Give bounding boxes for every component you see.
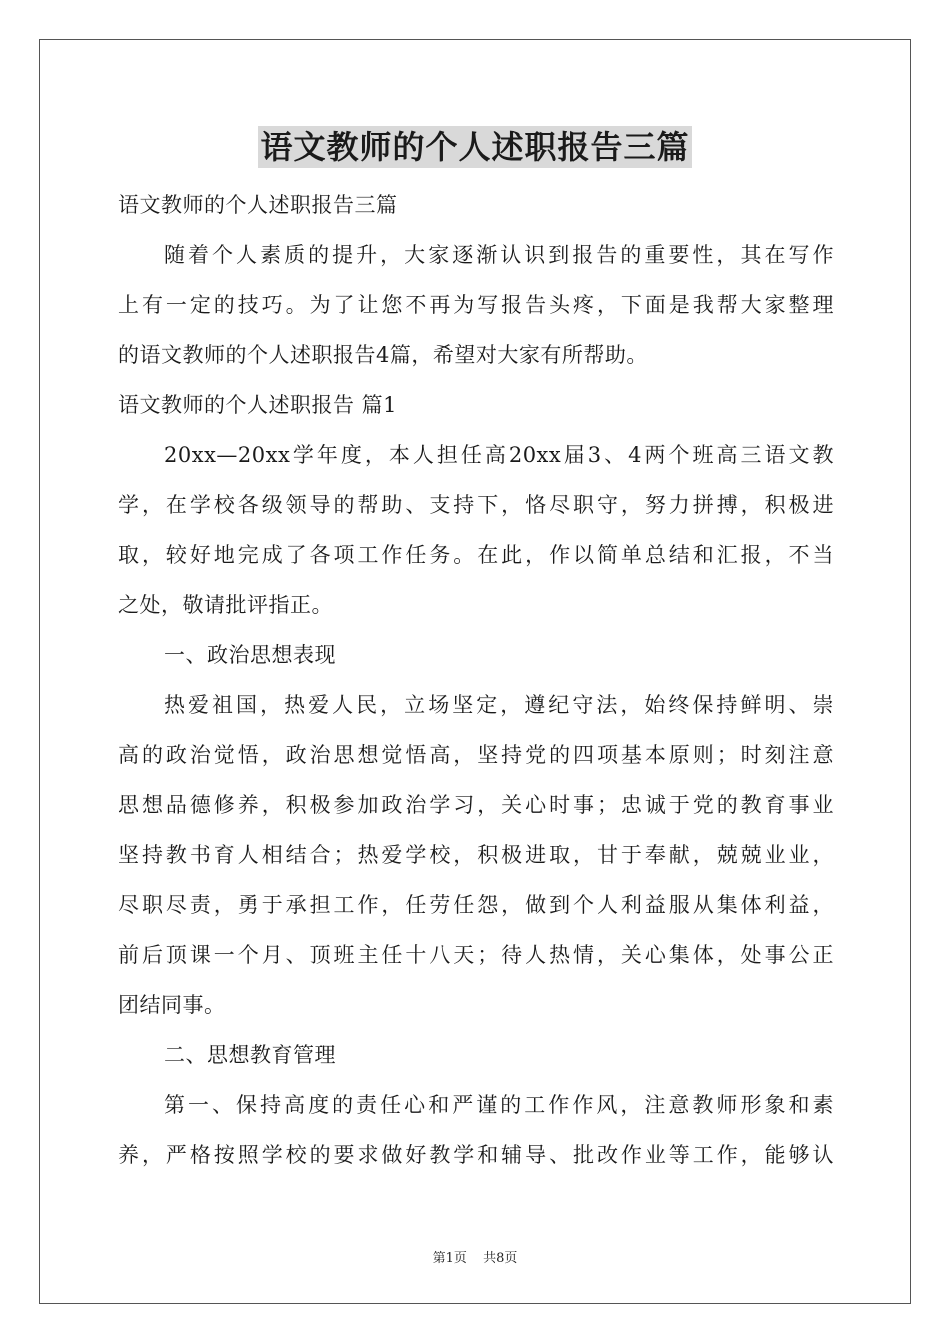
text-line: 思想品德修养，积极参加政治学习，关心时事；忠诚于党的教育事业 bbox=[118, 793, 834, 817]
document-body bbox=[118, 180, 834, 1180]
text-line: 前后顶课一个月、顶班主任十八天；待人热情，关心集体，处事公正 bbox=[118, 943, 834, 967]
text-line: 热爱祖国，热爱人民，立场坚定，遵纪守法，始终保持鲜明、崇 bbox=[164, 693, 834, 717]
text-line: 二、思想教育管理 bbox=[164, 1043, 336, 1067]
text-line: 语文教师的个人述职报告三篇 bbox=[118, 193, 398, 217]
text-line: 高的政治觉悟，政治思想觉悟高，坚持党的四项基本原则；时刻注意 bbox=[118, 743, 834, 767]
text-line: 坚持教书育人相结合；热爱学校，积极进取，甘于奉献，兢兢业业， bbox=[118, 843, 834, 867]
text-line: 学，在学校各级领导的帮助、支持下，恪尽职守，努力拼搏，积极进 bbox=[118, 493, 834, 517]
text-line: 20xx—20xx学年度，本人担任高20xx届3、4两个班高三语文教 bbox=[164, 443, 834, 467]
text-line: 一、政治思想表现 bbox=[164, 643, 336, 667]
text-line: 第一、保持高度的责任心和严谨的工作作风，注意教师形象和素 bbox=[164, 1093, 834, 1117]
title-container bbox=[0, 126, 950, 168]
text-line: 团结同事。 bbox=[118, 993, 226, 1017]
page-total: 共8页 bbox=[483, 1251, 518, 1266]
page-number: 第1页 bbox=[432, 1251, 467, 1266]
text-line: 上有一定的技巧。为了让您不再为写报告头疼，下面是我帮大家整理 bbox=[118, 293, 834, 317]
text-line: 的语文教师的个人述职报告4篇，希望对大家有所帮助。 bbox=[118, 343, 648, 367]
text-line: 取，较好地完成了各项工作任务。在此，作以简单总结和汇报，不当 bbox=[118, 543, 834, 567]
text-line: 养，严格按照学校的要求做好教学和辅导、批改作业等工作，能够认 bbox=[118, 1143, 834, 1167]
text-line: 随着个人素质的提升，大家逐渐认识到报告的重要性，其在写作 bbox=[164, 243, 834, 267]
text-line: 之处，敬请批评指正。 bbox=[118, 593, 333, 617]
page-footer bbox=[0, 1247, 950, 1266]
text-line: 语文教师的个人述职报告 篇1 bbox=[118, 393, 398, 417]
document-title: 语文教师的个人述职报告三篇 bbox=[260, 128, 690, 166]
text-line: 尽职尽责，勇于承担工作，任劳任怨，做到个人利益服从集体利益， bbox=[118, 893, 834, 917]
